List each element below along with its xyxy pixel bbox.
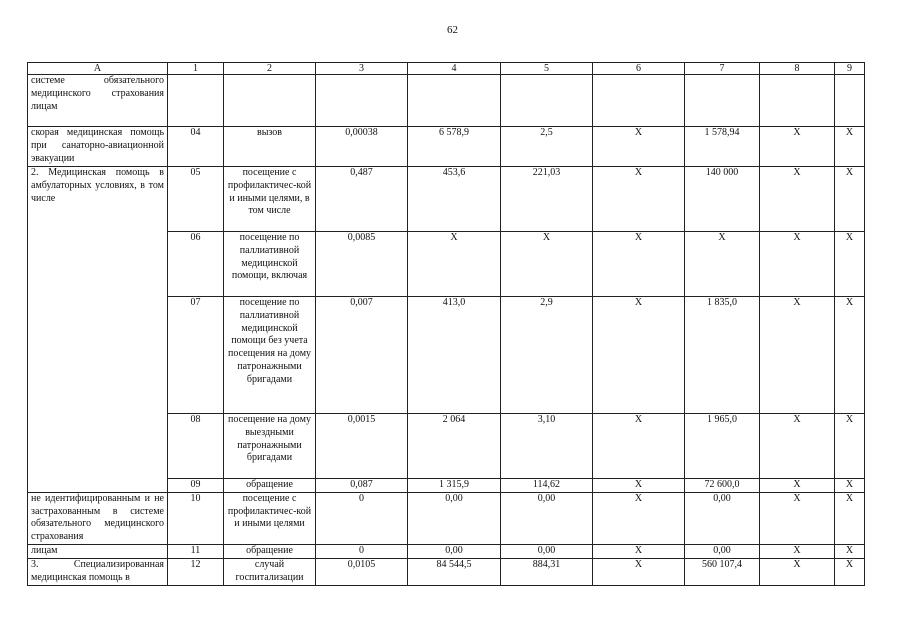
cell: X: [835, 559, 865, 586]
row-label: скорая медицинская помощь при санаторно-авиационной эвакуации: [28, 127, 168, 167]
cell: X: [835, 296, 865, 413]
cell: X: [760, 231, 835, 296]
header-cell: 7: [685, 63, 760, 75]
cell: 07: [168, 296, 224, 413]
cell: посещение с профилактичес-кой и иными целями: [224, 492, 316, 545]
financing-table: [27, 62, 865, 586]
cell: 72 600,0: [685, 478, 760, 492]
cell: X: [593, 545, 685, 559]
cell: X: [760, 545, 835, 559]
cell: 04: [168, 127, 224, 167]
cell: посещение на дому выездными патронажными бригадами: [224, 413, 316, 478]
cell: X: [760, 296, 835, 413]
cell: посещение по паллиативной медицинской помощи без учета посещения на дому патронажными бригадами: [224, 296, 316, 413]
cell: X: [593, 478, 685, 492]
cell: X: [835, 127, 865, 167]
cell: 140 000: [685, 166, 760, 231]
header-cell: 1: [168, 63, 224, 75]
row-label: 3. Специализированная медицинская помощь в: [28, 559, 168, 586]
cell: X: [835, 545, 865, 559]
cell: X: [685, 231, 760, 296]
row-label: не идентифицированным и не застрахованным в системе обязательного медицинского страхования: [28, 492, 168, 545]
cell: 1 315,9: [408, 478, 501, 492]
cell: 0: [316, 545, 408, 559]
cell: 114,62: [501, 478, 593, 492]
cell: 2,5: [501, 127, 593, 167]
cell: вызов: [224, 127, 316, 167]
header-cell: 8: [760, 63, 835, 75]
cell: посещение по паллиативной медицинской помощи, включая: [224, 231, 316, 296]
cell: 0,00: [501, 492, 593, 545]
cell: X: [593, 296, 685, 413]
table-row: [28, 166, 865, 231]
cell: 06: [168, 231, 224, 296]
cell: X: [760, 127, 835, 167]
cell: 0,00: [685, 545, 760, 559]
table-row: [28, 545, 865, 559]
table-header-row: [28, 63, 865, 75]
cell: 0,00: [408, 492, 501, 545]
table-row: [28, 492, 865, 545]
header-cell: 9: [835, 63, 865, 75]
cell: 05: [168, 166, 224, 231]
cell: X: [835, 492, 865, 545]
cell: 0,00: [408, 545, 501, 559]
cell: 1 965,0: [685, 413, 760, 478]
cell: 0,0015: [316, 413, 408, 478]
cell: 0: [316, 492, 408, 545]
cell: 0,487: [316, 166, 408, 231]
cell: 0,00: [501, 545, 593, 559]
cell: 08: [168, 413, 224, 478]
header-cell: А: [28, 63, 168, 75]
cell: X: [593, 166, 685, 231]
cell: [501, 75, 593, 127]
page-number: 62: [447, 24, 458, 36]
cell: X: [835, 166, 865, 231]
cell: 1 835,0: [685, 296, 760, 413]
cell: X: [593, 492, 685, 545]
row-label: системе обязательного медицинского страхования лицам: [28, 75, 168, 127]
header-cell: 6: [593, 63, 685, 75]
cell: 12: [168, 559, 224, 586]
cell: X: [501, 231, 593, 296]
cell: X: [760, 478, 835, 492]
cell: X: [760, 413, 835, 478]
cell: случай госпитализации: [224, 559, 316, 586]
cell: X: [835, 413, 865, 478]
cell: 2 064: [408, 413, 501, 478]
table-row: [28, 559, 865, 586]
header-cell: 2: [224, 63, 316, 75]
row-label: 2. Медицинская помощь в амбулаторных условиях, в том числе: [28, 166, 168, 492]
cell: 0,00: [685, 492, 760, 545]
cell: 560 107,4: [685, 559, 760, 586]
cell: X: [835, 478, 865, 492]
cell: X: [835, 231, 865, 296]
cell: X: [593, 413, 685, 478]
cell: 6 578,9: [408, 127, 501, 167]
cell: X: [408, 231, 501, 296]
cell: обращение: [224, 478, 316, 492]
cell: [224, 75, 316, 127]
header-cell: 3: [316, 63, 408, 75]
cell: 1 578,94: [685, 127, 760, 167]
row-label: лицам: [28, 545, 168, 559]
cell: X: [593, 231, 685, 296]
cell: посещение с профилактичес-кой и иными целями, в том числе: [224, 166, 316, 231]
cell: 10: [168, 492, 224, 545]
cell: [593, 75, 685, 127]
cell: 3,10: [501, 413, 593, 478]
cell: [316, 75, 408, 127]
cell: 453,6: [408, 166, 501, 231]
cell: [168, 75, 224, 127]
cell: 884,31: [501, 559, 593, 586]
cell: 0,00038: [316, 127, 408, 167]
cell: [760, 75, 835, 127]
cell: 2,9: [501, 296, 593, 413]
cell: 0,0105: [316, 559, 408, 586]
table-row: [28, 75, 865, 127]
cell: 0,087: [316, 478, 408, 492]
cell: 11: [168, 545, 224, 559]
cell: 221,03: [501, 166, 593, 231]
cell: [685, 75, 760, 127]
header-cell: 5: [501, 63, 593, 75]
cell: 0,007: [316, 296, 408, 413]
cell: X: [760, 559, 835, 586]
header-cell: 4: [408, 63, 501, 75]
cell: 84 544,5: [408, 559, 501, 586]
cell: X: [760, 166, 835, 231]
cell: 09: [168, 478, 224, 492]
cell: 413,0: [408, 296, 501, 413]
cell: 0,0085: [316, 231, 408, 296]
cell: X: [760, 492, 835, 545]
cell: [835, 75, 865, 127]
cell: [408, 75, 501, 127]
table-row: [28, 127, 865, 167]
cell: обращение: [224, 545, 316, 559]
cell: X: [593, 127, 685, 167]
cell: X: [593, 559, 685, 586]
